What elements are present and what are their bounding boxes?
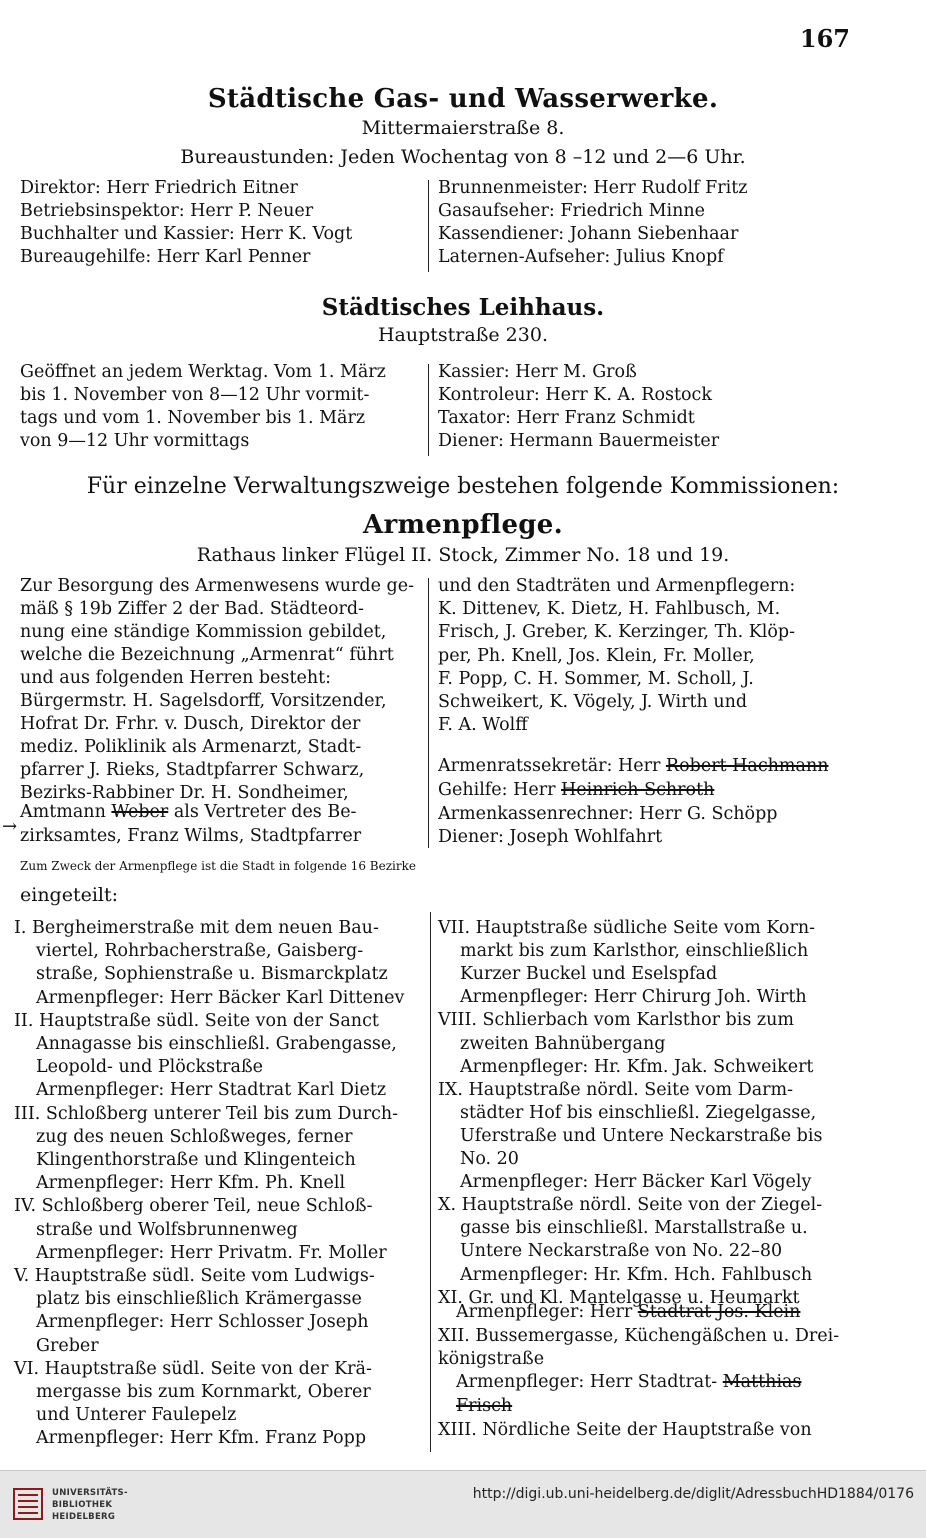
text-line: städter Hof bis einschließl. Ziegelgasse, xyxy=(460,1102,817,1123)
text-line: Zum Zweck der Armenpflege ist die Stadt in folgende 16 Bezirke xyxy=(20,859,416,873)
text-line: III. Schloßberg unterer Teil bis zum Durch- xyxy=(14,1103,399,1124)
text-line: Armenpfleger: Herr Stadtrat Karl Dietz xyxy=(36,1080,387,1101)
logo-line: HEIDELBERG xyxy=(52,1512,116,1522)
column-divider xyxy=(428,578,429,848)
text-line: zug des neuen Schloßweges, ferner xyxy=(36,1126,353,1147)
text-line: eingeteilt: xyxy=(20,884,119,906)
library-logo-icon xyxy=(12,1485,44,1523)
bezirk-xii-pfleger: Armenpfleger: Herr Stadtrat- Matthias xyxy=(456,1372,802,1392)
struck-name: Robert Hachmann xyxy=(665,756,829,776)
text-line: Untere Neckarstraße von No. 22–80 xyxy=(460,1241,783,1262)
text-line: platz bis einschließlich Krämergasse xyxy=(36,1289,362,1310)
text-line: XII. Bussemergasse, Küchengäßchen u. Drei- xyxy=(438,1326,840,1346)
bezirk-xii-pfleger-cont xyxy=(438,1398,512,1416)
text-line: No. 20 xyxy=(460,1149,519,1169)
armen-gehilfe: Gehilfe: Herr Heinrich Schroth xyxy=(438,780,715,800)
text-line: Kurzer Buckel und Eselspfad xyxy=(460,964,718,985)
text-line: I. Bergheimerstraße mit dem neuen Bau- xyxy=(14,918,379,938)
text-line: Betriebsinspektor: Herr P. Neuer xyxy=(20,201,314,221)
text-line: straße, Sophienstraße u. Bismarckplatz xyxy=(36,964,388,985)
text-line: Bureaugehilfe: Herr Karl Penner xyxy=(20,247,311,267)
text-line: II. Hauptstraße südl. Seite von der Sanct xyxy=(14,1010,379,1031)
text-line: Bezirks-Rabbiner Dr. H. Sondheimer, xyxy=(20,783,349,803)
text-line: viertel, Rohrbacherstraße, Gaisberg- xyxy=(36,941,364,962)
struck-name: Matthias xyxy=(722,1372,802,1392)
text-line: Schweikert, K. Vögely, J. Wirth und xyxy=(438,692,748,712)
text-line: Diener: Hermann Bauermeister xyxy=(438,431,720,451)
text-line: tags und vom 1. November bis 1. März xyxy=(20,408,366,428)
text-line: Armenpfleger: Herr Bäcker Karl Vögely xyxy=(460,1172,812,1193)
text-line: XI. Gr. und Kl. Mantelgasse u. Heumarkt xyxy=(438,1287,800,1308)
text-line: welche die Bezeichnung „Armenrat“ führt xyxy=(20,645,394,665)
gas-address: Mittermaierstraße 8. xyxy=(361,117,565,139)
text-line: Leopold- und Plöckstraße xyxy=(36,1057,264,1078)
text-line: gasse bis einschließl. Marstallstraße u. xyxy=(460,1218,808,1239)
armen-address: Rathaus linker Flügel II. Stock, Zimmer No. 18 und 19. xyxy=(196,544,730,566)
arrow-mark: → xyxy=(2,816,18,837)
text-line: VIII. Schlierbach vom Karlsthor bis zum xyxy=(438,1010,794,1031)
kommissionen-heading: Für einzelne Verwaltungszweige bestehen folgende Kommissionen: xyxy=(86,474,840,499)
text-line: pfarrer J. Rieks, Stadtpfarrer Schwarz, xyxy=(20,760,365,780)
text-line: Geöffnet an jedem Werktag. Vom 1. März xyxy=(20,362,386,382)
text-line: Taxator: Herr Franz Schmidt xyxy=(438,408,695,428)
text-line: von 9—12 Uhr vormittags xyxy=(20,431,250,451)
text-line: VI. Hauptstraße südl. Seite von der Krä- xyxy=(14,1358,372,1379)
armen-title: Armenpflege. xyxy=(363,510,563,540)
text-line: mediz. Poliklinik als Armenarzt, Stadt- xyxy=(20,737,362,757)
text-line: Zur Besorgung des Armenwesens wurde ge- xyxy=(20,576,414,596)
struck-name: Heinrich Schroth xyxy=(561,780,715,800)
source-url-link[interactable]: http://digi.ub.uni-heidelberg.de/diglit/AdressbuchHD1884/0176 xyxy=(472,1486,914,1502)
text-line: bis 1. November von 8—12 Uhr vormit- xyxy=(20,385,370,405)
gas-title: Städtische Gas- und Wasserwerke. xyxy=(207,84,719,114)
column-divider xyxy=(430,912,431,1452)
armen-sekretaer: Armenratssekretär: Herr Robert Hachmann xyxy=(438,756,829,776)
column-divider xyxy=(428,180,429,272)
text-line: Armenpfleger: Herr Bäcker Karl Dittenev xyxy=(36,987,405,1008)
text-line: IV. Schloßberg oberer Teil, neue Schloß- xyxy=(14,1196,373,1217)
bezirk-xi-pfleger: Armenpfleger: Herr Stadtrat Jos. Klein xyxy=(456,1302,801,1322)
text-line: königstraße xyxy=(438,1349,545,1369)
text-line: K. Dittenev, K. Dietz, H. Fahlbusch, M. xyxy=(438,599,781,620)
logo-line: UNIVERSITÄTS- xyxy=(52,1488,128,1498)
armen-left-last: zirksamtes, Franz Wilms, Stadtpfarrer xyxy=(20,826,362,846)
text-line: und aus folgenden Herren besteht: xyxy=(20,668,332,688)
page-number: 167 xyxy=(799,24,850,53)
leihhaus-title: Städtisches Leihhaus. xyxy=(321,294,605,321)
text-line: Laternen-Aufseher: Julius Knopf xyxy=(438,247,724,267)
text-line: nung eine ständige Kommission gebildet, xyxy=(20,622,387,642)
armen-amtmann-line: Amtmann Weber als Vertreter des Be- xyxy=(20,802,357,822)
gas-hours: Bureaustunden: Jeden Wochentag von 8 –12 und 2—6 Uhr. xyxy=(180,146,746,168)
text-line: Diener: Joseph Wohlfahrt xyxy=(438,827,663,847)
text-line: V. Hauptstraße südl. Seite vom Ludwigs- xyxy=(14,1266,375,1286)
text-line: Armenpfleger: Herr Kfm. Franz Popp xyxy=(36,1428,367,1449)
text-line: Armenpfleger: Herr Privatm. Fr. Moller xyxy=(36,1242,387,1263)
text-line: Greber xyxy=(36,1335,99,1356)
text-line: F. Popp, C. H. Sommer, M. Scholl, J. xyxy=(438,668,754,689)
text-line: Armenpfleger: Hr. Kfm. Jak. Schweikert xyxy=(460,1056,814,1077)
struck-name: Frisch xyxy=(456,1396,513,1416)
text-line: mergasse bis zum Kornmarkt, Oberer xyxy=(36,1382,371,1402)
text-line: Kassier: Herr M. Groß xyxy=(438,362,637,382)
struck-name: Weber xyxy=(111,802,169,822)
text-line: Buchhalter und Kassier: Herr K. Vogt xyxy=(20,224,353,244)
text-line: Uferstraße und Untere Neckarstraße bis xyxy=(460,1125,823,1146)
column-divider xyxy=(428,364,429,456)
text-line: Kassendiener: Johann Siebenhaar xyxy=(438,224,739,244)
logo-line: BIBLIOTHEK xyxy=(52,1500,113,1510)
text-line: X. Hauptstraße nördl. Seite von der Ziegel- xyxy=(438,1195,823,1216)
footer-bar xyxy=(0,1470,926,1538)
text-line: Armenpfleger: Herr Schlosser Joseph xyxy=(36,1312,369,1333)
text-line: zweiten Bahnübergang xyxy=(460,1033,666,1054)
text-line: Brunnenmeister: Herr Rudolf Fritz xyxy=(438,178,748,198)
text-line: Klingenthorstraße und Klingenteich xyxy=(36,1150,356,1170)
text-line: Annagasse bis einschließl. Grabengasse, xyxy=(36,1034,397,1054)
text-line: straße und Wolfsbrunnenweg xyxy=(36,1219,298,1240)
struck-name: Stadtrat Jos. Klein xyxy=(637,1302,801,1322)
text-line: Hofrat Dr. Frhr. v. Dusch, Direktor der xyxy=(20,714,361,734)
text-line: mäß § 19b Ziffer 2 der Bad. Städteord- xyxy=(20,599,364,619)
bezirk-xiii: XIII. Nördliche Seite der Hauptstraße von xyxy=(438,1420,812,1440)
text-line: markt bis zum Karlsthor, einschließlich xyxy=(460,941,809,962)
text-line: und Unterer Faulepelz xyxy=(36,1405,237,1426)
text-line: F. A. Wolff xyxy=(438,715,528,736)
text-line: Kontroleur: Herr K. A. Rostock xyxy=(438,385,712,405)
text-line: Frisch, J. Greber, K. Kerzinger, Th. Klöp- xyxy=(438,622,796,643)
text-line: IX. Hauptstraße nördl. Seite vom Darm- xyxy=(438,1079,794,1100)
text-line: Bürgermstr. H. Sagelsdorff, Vorsitzender, xyxy=(20,691,387,711)
text-line: VII. Hauptstraße südliche Seite vom Korn- xyxy=(438,918,816,938)
text-line: Gasaufseher: Friedrich Minne xyxy=(438,201,706,221)
text-line: per, Ph. Knell, Jos. Klein, Fr. Moller, xyxy=(438,645,755,666)
text-line: Armenpfleger: Herr Chirurg Joh. Wirth xyxy=(460,987,807,1008)
text-line: Direktor: Herr Friedrich Eitner xyxy=(20,178,298,198)
text-line: Armenpfleger: Hr. Kfm. Hch. Fahlbusch xyxy=(460,1264,813,1285)
text-line: und den Stadträten und Armenpflegern: xyxy=(438,576,796,596)
leihhaus-address: Hauptstraße 230. xyxy=(377,324,548,346)
text-line: Armenpfleger: Herr Kfm. Ph. Knell xyxy=(36,1173,346,1194)
text-line: Armenkassenrechner: Herr G. Schöpp xyxy=(438,804,778,824)
